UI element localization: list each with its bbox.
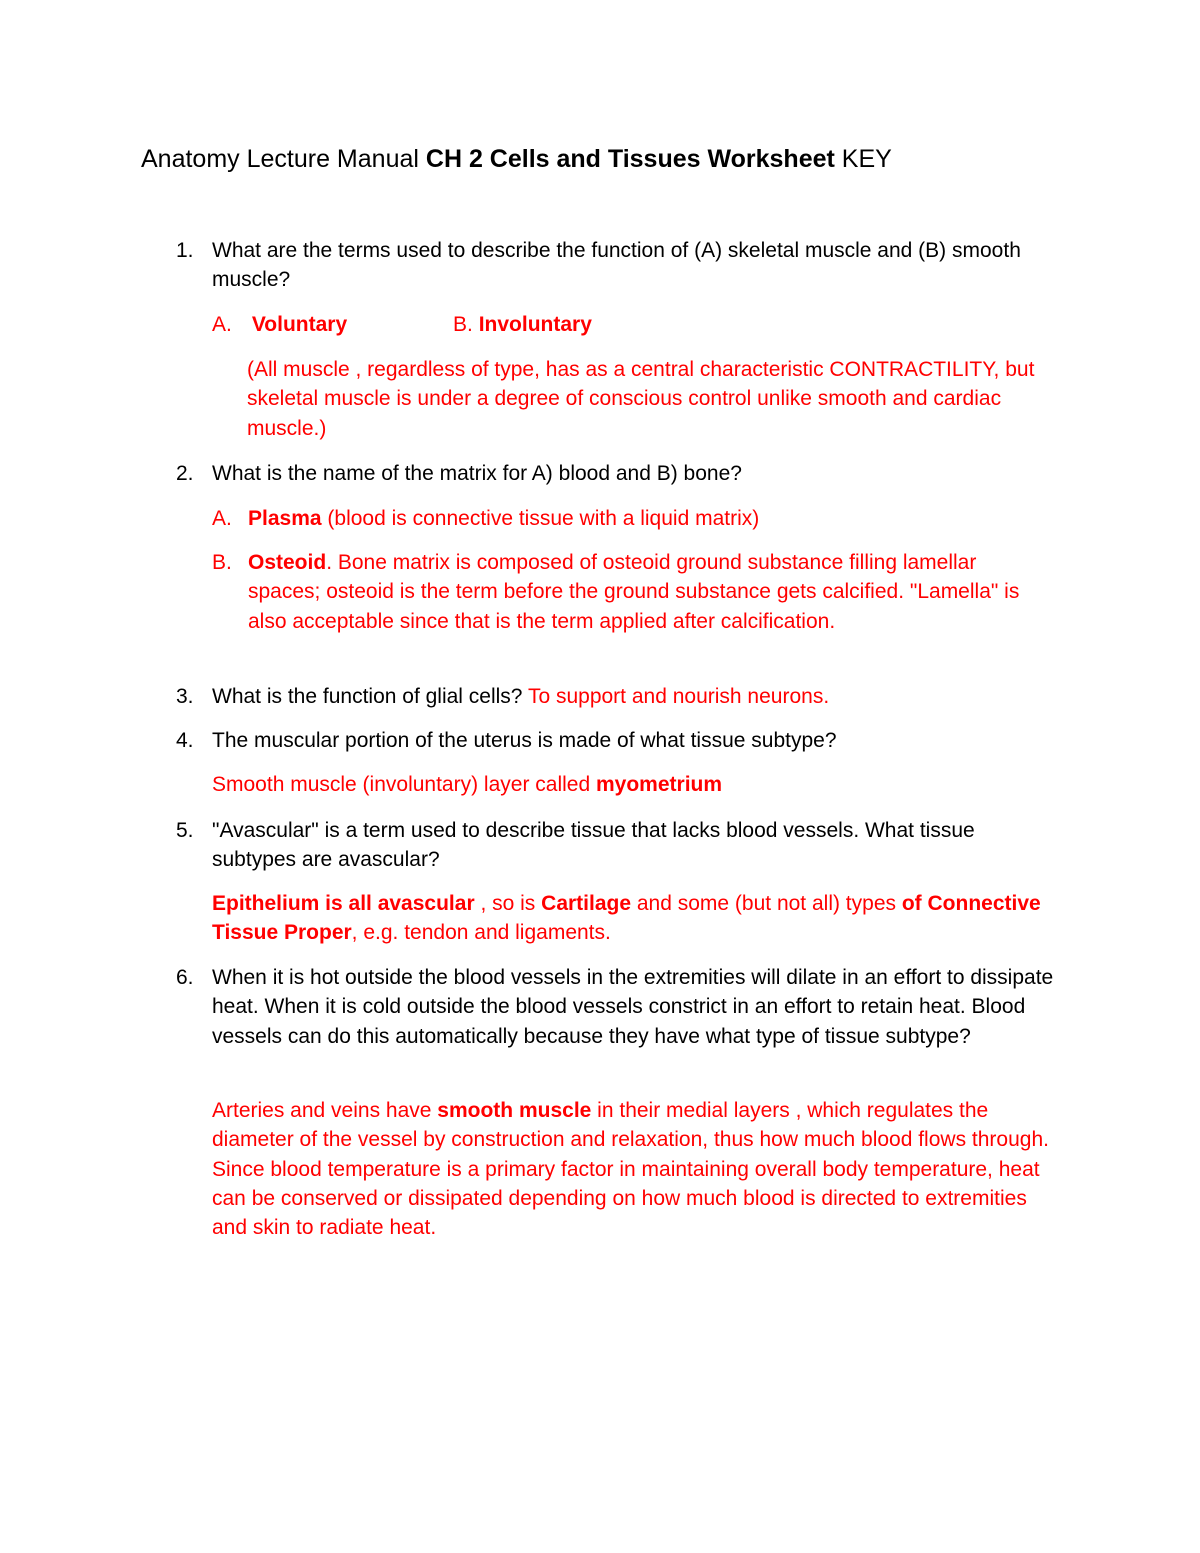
question-text: What are the terms used to describe the function of (A) skeletal muscle and (B) smooth muscle? [212,239,1021,292]
answer-rest: (blood is connective tissue with a liquid matrix) [321,507,760,530]
note-text: (All muscle , regardless of type, has as a central characteristic CONTRACTILITY, but skeletal muscle is under a degree of conscious control unlike smooth and cardiac muscle.) [247,358,1035,440]
question-number: 1. [176,239,194,262]
answer-5 [212,889,1042,948]
question-number: 4. [176,729,194,752]
answer-label-a: A. [212,313,232,336]
question-text: The muscular portion of the uterus is made of what tissue subtype? [212,729,837,752]
answer-bold: Plasma [248,507,322,530]
question-5 [176,816,1076,875]
answer-label-b: B. [212,551,232,574]
answer-label-b: B. [453,313,473,336]
question-4 [176,726,1076,755]
question-number: 5. [176,819,194,842]
answer-bold: smooth muscle [437,1099,592,1122]
answer-plain: Smooth muscle (involuntary) layer called [212,773,596,796]
answer-bold: Osteoid [248,551,327,574]
answer-body [248,548,1032,636]
page-title [141,143,892,175]
answer-plain-2: and some (but not all) types [631,892,902,915]
question-text: "Avascular" is a term used to describe tissue that lacks blood vessels. What tissue subtypes are avascular? [212,819,975,872]
question-number: 3. [176,685,194,708]
answer-plain-1: Arteries and veins have [212,1099,438,1122]
answer-bold-3: of Connective Tissue Proper [212,892,1041,945]
answer-2b [212,548,1032,636]
title-part3: KEY [834,145,892,173]
answer-4 [212,770,1072,799]
answer-bold-2: Cartilage [541,892,632,915]
answer-label-b-wrap [453,310,592,339]
answer-3: To support and nourish neurons. [522,685,830,708]
question-text-wrap [212,682,1076,711]
answer-bold-1: Epithelium is all avascular [212,892,475,915]
answer-2a [212,504,1072,533]
question-1 [176,236,1076,295]
question-text: What is the function of glial cells? [212,685,523,708]
answer-bold: myometrium [596,773,723,796]
answer-plain-3: , e.g. tendon and ligaments. [351,921,611,945]
question-text: When it is hot outside the blood vessels in the extremities will dilate in an effort to dissipate heat. When it is cold outside the blood vessels constrict in an effort to retain heat. Blood vessels can do this automatically because they have what type of tissue subtype? [212,966,1054,1048]
answer-1-note [247,355,1067,443]
question-text: What is the name of the matrix for A) blood and B) bone? [212,462,742,485]
answer-b: Involuntary [478,313,592,336]
answer-rest: . Bone matrix is composed of osteoid ground substance filling lamellar spaces; osteoid is the term before the ground substance gets calcified. "Lamella" is also acceptable since that is the term applied after calcification. [248,551,1020,633]
title-part1: Anatomy Lecture Manual [141,145,426,173]
question-3 [176,682,1076,711]
question-6 [176,963,1076,1051]
answer-a: Voluntary [251,313,348,336]
question-number: 6. [176,966,194,989]
answer-plain-1: , so is [474,892,542,915]
answer-label-a: A. [212,507,232,530]
question-2 [176,459,1076,488]
title-part2: CH 2 Cells and Tissues Worksheet [425,145,835,173]
answer-1 [212,310,1072,339]
question-number: 2. [176,462,194,485]
answer-plain-2: in their medial layers , which regulates the diameter of the vessel by construction and relaxation, thus how much blood flows through. Since blood temperature is a primary factor in maintaining overall body temperature, heat can be conserved or dissipated depending on how much blood is directed to extremities and skin to radiate heat. [212,1099,1049,1240]
answer-body [248,504,1072,533]
answer-6 [212,1096,1062,1242]
